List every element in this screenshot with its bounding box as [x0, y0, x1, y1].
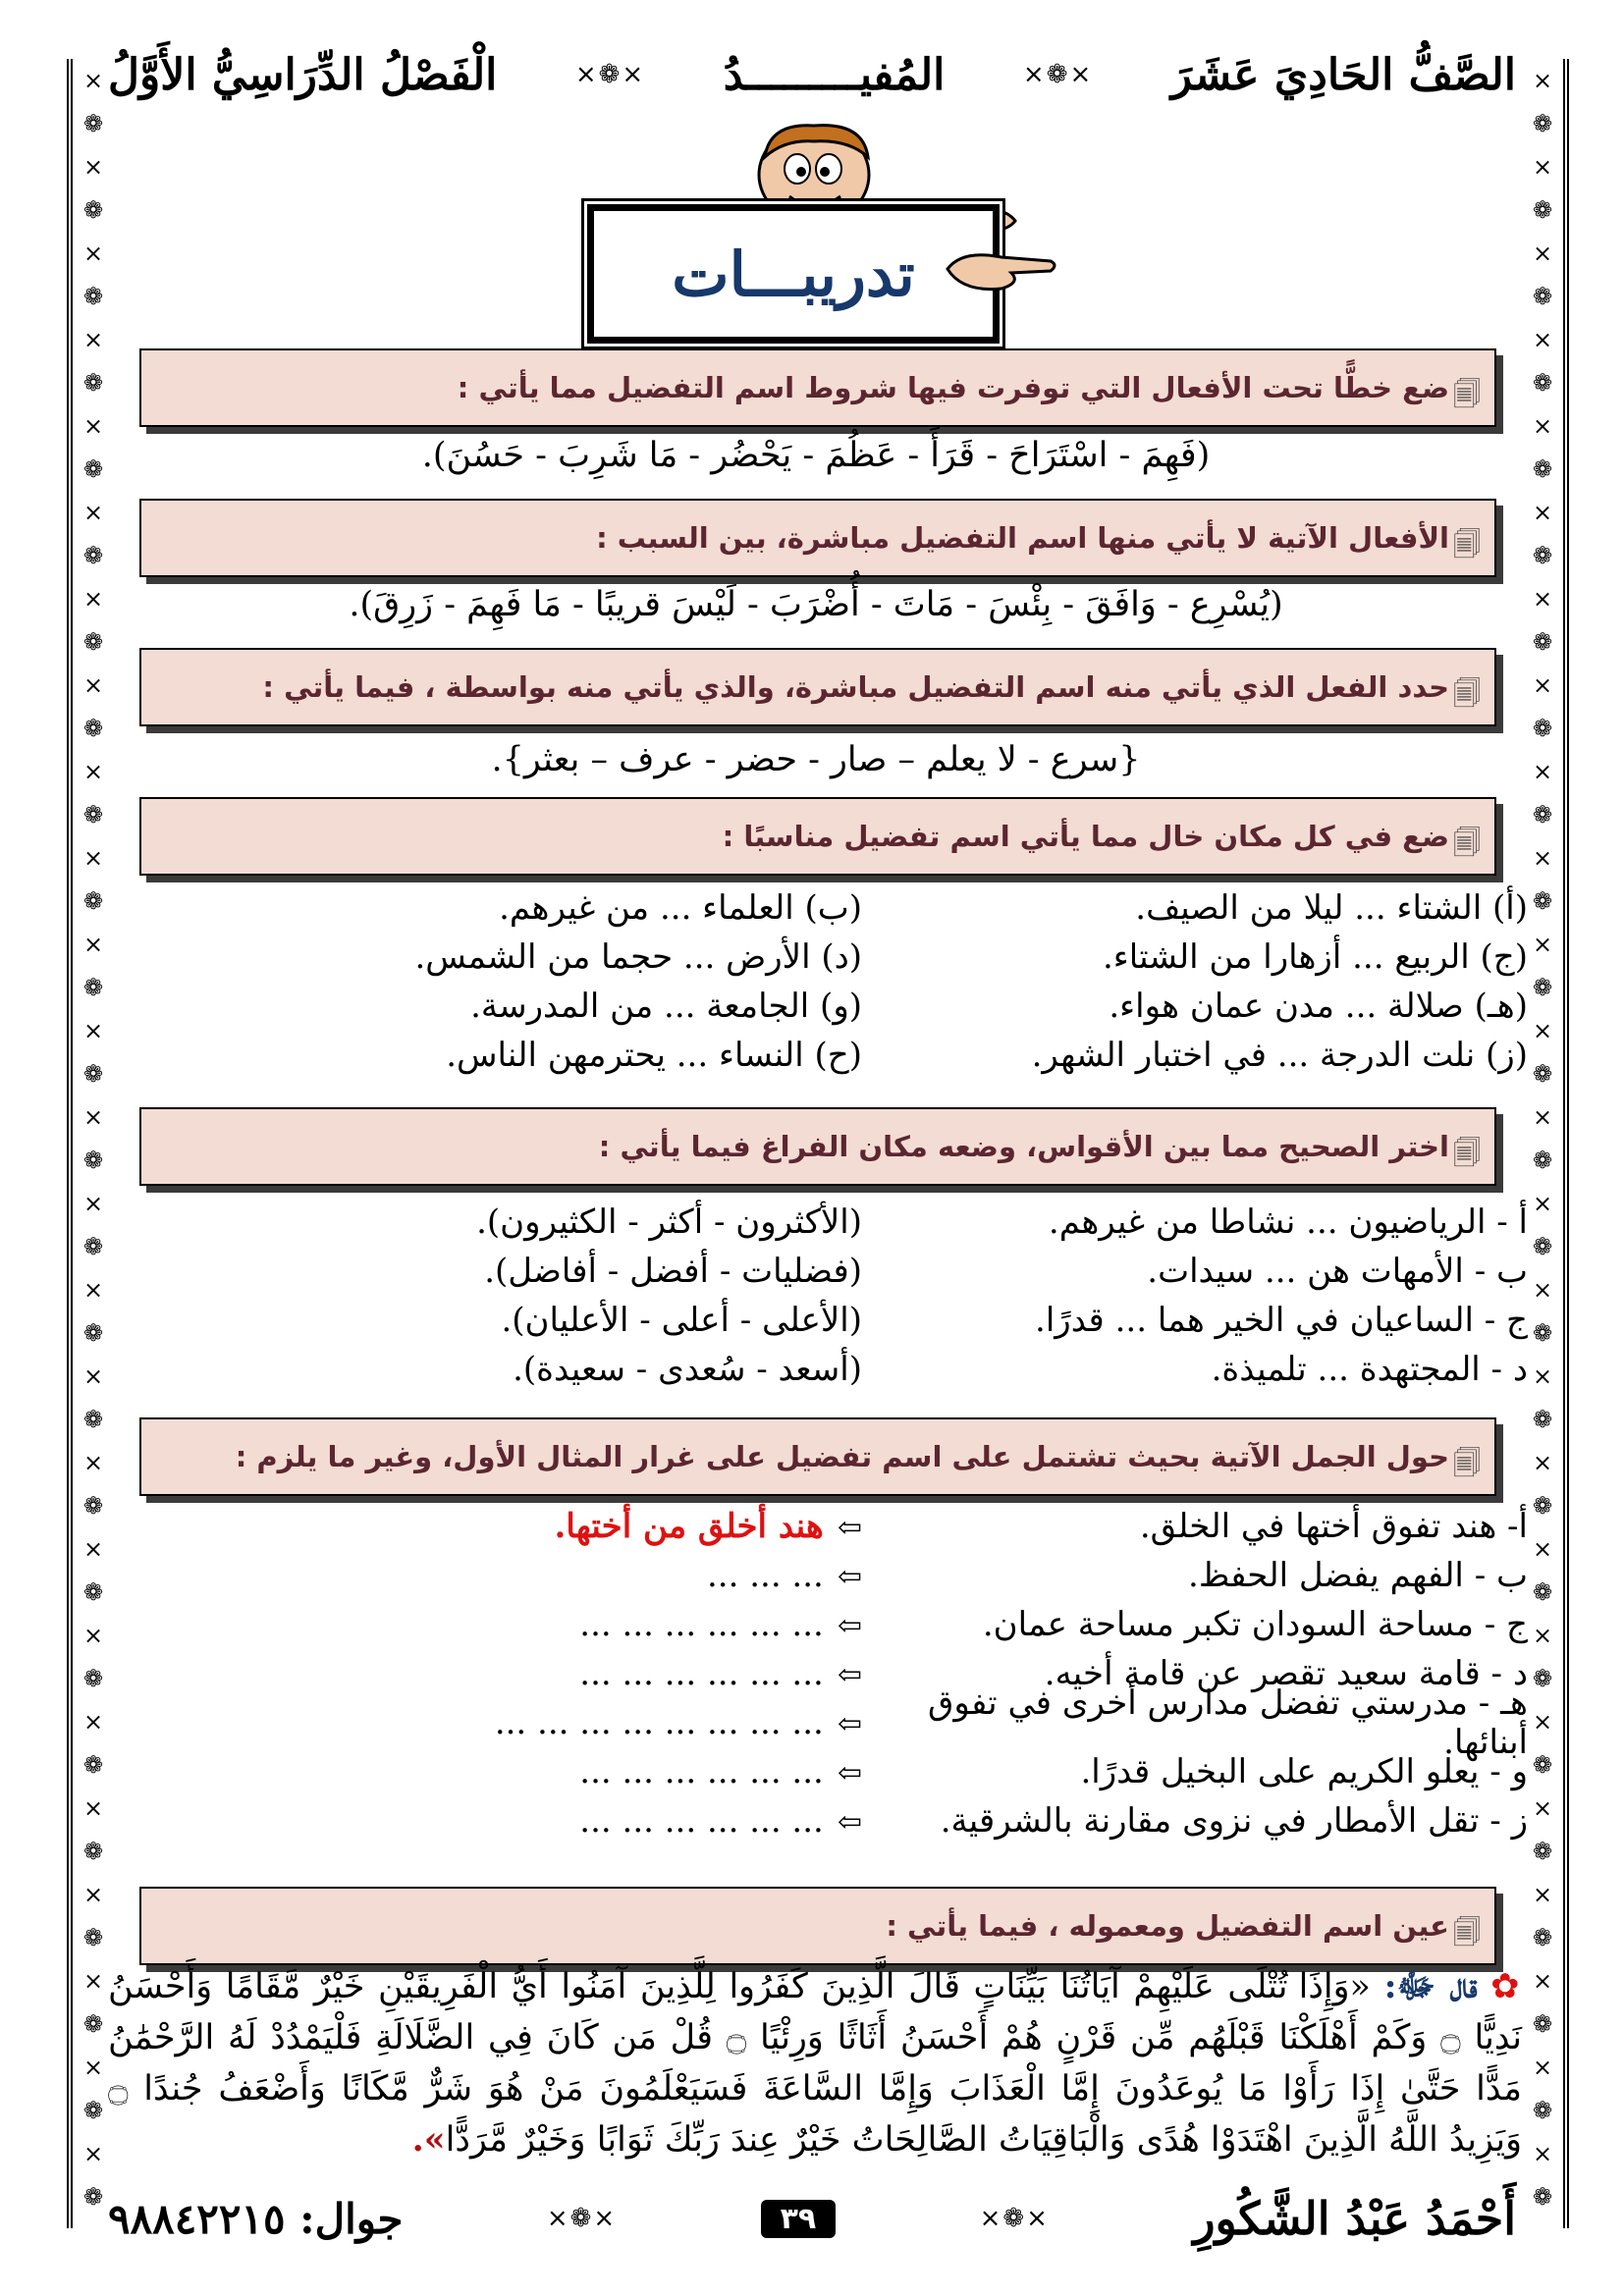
border-ornament-icon: ❁	[82, 2097, 104, 2124]
border-ornament-icon: ❁	[82, 1578, 104, 1606]
border-ornament-icon: ⨯	[82, 2054, 104, 2081]
border-ornament-icon: ⨯	[1532, 1967, 1553, 1995]
border-ornament-icon: ⨯	[1532, 931, 1553, 958]
border-ornament-icon: ❁	[82, 542, 104, 569]
item-sentence: د - قامة سعيد تقصر عن قامة أخيه.	[1044, 1654, 1528, 1693]
exercise-2-words: (يُسْرِع - وَافَقَ - بِئْسَ - مَاتَ - أُضْرَبَ - لَيْسَ قريبًا - مَا فَهِمَ - زَرِقَ).	[349, 585, 1283, 624]
exercise-1-words: (فَهِمَ - اسْتَرَاحَ - قَرَأَ - عَظُمَ - يَحْضُر - مَا شَرِبَ - حَسُنَ).	[421, 436, 1211, 475]
border-ornament-icon: ❁	[82, 2183, 104, 2211]
item-text: (ب) العلماء ... من غيرهم.	[499, 888, 862, 928]
border-ornament-icon: ⨯	[82, 758, 104, 785]
border-ornament-icon: ❁	[82, 715, 104, 742]
border-ornament-icon: ❁	[82, 369, 104, 397]
border-ornament-icon: ⨯	[82, 326, 104, 353]
list-item	[196, 1296, 1528, 1345]
border-ornament-icon: ⨯	[1532, 240, 1553, 267]
border-ornament-icon: ❁	[1532, 1924, 1553, 1951]
answer-blank: ... ... ...	[706, 1556, 824, 1595]
ornament-icon: ⨯❁⨯	[546, 2204, 618, 2233]
border-ornament-icon: ⨯	[82, 585, 104, 613]
border-ornament-icon: ⨯	[82, 1967, 104, 1995]
border-ornament-icon: ⨯	[82, 412, 104, 440]
list-item	[196, 1198, 1528, 1247]
border-ornament-icon: ❁	[1532, 542, 1553, 569]
border-ornament-icon: ⨯	[1532, 1881, 1553, 1908]
arrow-left-icon: ⇦	[837, 1511, 862, 1545]
list-item	[196, 1796, 1528, 1845]
flower-bullet-icon: ✿	[1490, 1967, 1522, 2006]
border-ornament-icon: ❁	[82, 1319, 104, 1347]
exercise-5-items	[196, 1198, 1528, 1394]
border-ornament-icon: ⨯	[1532, 499, 1553, 526]
item-choices: (فضليات - أفضل - أفاضل).	[484, 1252, 862, 1291]
list-item	[196, 933, 1528, 982]
border-ornament-icon: ⨯	[1532, 585, 1553, 613]
item-choices: (الأكثرون - أكثر - الكثيرون).	[476, 1202, 862, 1242]
exercise-3-instruction: حدد الفعل الذي يأتي منه اسم التفضيل مباشرة، والذي يأتي منه بواسطة ، فيما يأتي :	[262, 670, 1449, 704]
border-ornament-icon: ❁	[1532, 628, 1553, 656]
border-ornament-icon: ❁	[1532, 1406, 1553, 1433]
exercise-4-items	[196, 883, 1528, 1080]
border-ornament-icon: ⨯	[1532, 1276, 1553, 1304]
exercise-2-instruction: الأفعال الآتية لا يأتي منها اسم التفضيل مباشرة، بين السبب :	[596, 521, 1449, 555]
border-ornament-icon: ⨯	[1532, 1794, 1553, 1822]
border-ornament-icon: ⨯	[1532, 844, 1553, 872]
border-ornament-icon: ⨯	[1532, 1449, 1553, 1476]
answer-blank: ... ... ... ... ... ...	[579, 1654, 824, 1693]
border-ornament-icon: ⨯	[1532, 1708, 1553, 1735]
arrow-left-icon: ⇦	[837, 1707, 862, 1741]
item-text: (ز) نلت الدرجة ... في اختبار الشهر.	[1031, 1036, 1528, 1075]
border-ornament-icon: ❁	[1532, 196, 1553, 224]
item-choices: (الأعلى - أعلى - الأعليان).	[501, 1301, 862, 1340]
document-icon: 🗐	[1453, 528, 1481, 561]
item-choices: (أسعد - سُعدى - سعيدة).	[513, 1350, 862, 1389]
border-ornament-icon: ⨯	[1532, 1622, 1553, 1649]
border-ornament-icon: ❁	[82, 283, 104, 310]
border-ornament-icon: ⨯	[82, 1190, 104, 1217]
item-text: (د) الأرض ... حجما من الشمس.	[414, 937, 862, 977]
ornament-icon: ⨯❁⨯	[1022, 60, 1094, 89]
list-item	[196, 883, 1528, 933]
border-ornament-icon: ⨯	[82, 1881, 104, 1908]
border-ornament-icon: ❁	[1532, 801, 1553, 828]
item-text: (ج) الربيع ... أزهارا من الشتاء.	[1103, 937, 1528, 977]
border-ornament-icon: ⨯	[1532, 1103, 1553, 1131]
author-name: أَحْمَدُ عَبْدُ الشَّكُورِ	[1193, 2192, 1516, 2245]
list-item	[196, 1551, 1528, 1600]
border-ornament-icon: ❁	[82, 801, 104, 828]
border-ornament-icon: ❁	[82, 1838, 104, 1865]
border-ornament-icon: ❁	[1532, 2097, 1553, 2124]
border-ornament-icon: ❁	[1532, 715, 1553, 742]
exercise-1-instruction: ضع خطًّا تحت الأفعال التي توفرت فيها شروط اسم التفضيل مما يأتي :	[457, 371, 1449, 404]
border-ornament-icon: ⨯	[1532, 67, 1553, 94]
arrow-left-icon: ⇦	[837, 1609, 862, 1643]
quran-close: ».	[411, 2119, 446, 2160]
border-ornament-icon: ❁	[1532, 1319, 1553, 1347]
page-number: ٣٩	[761, 2200, 837, 2238]
border-ornament-icon: ⨯	[82, 1449, 104, 1476]
arrow-left-icon: ⇦	[837, 1658, 862, 1692]
border-ornament-icon: ⨯	[1532, 1017, 1553, 1044]
item-text: (هـ) صلالة ... مدن عمان هواء.	[1109, 987, 1528, 1026]
exercise-6-items	[196, 1502, 1528, 1845]
border-ornament-icon: ⨯	[82, 499, 104, 526]
border-ornament-icon: ⨯	[1532, 1362, 1553, 1390]
book-name: المُفيـــــــــدُ	[723, 49, 946, 100]
exercise-2-header	[139, 499, 1496, 577]
page-footer	[108, 2179, 1516, 2258]
list-item	[196, 1031, 1528, 1080]
term-label: الْفَصْلُ الدِّرَاسِيُّ الأَوَّلُ	[108, 49, 498, 100]
border-ornament-icon: ⨯	[82, 671, 104, 699]
border-ornament-icon: ⨯	[82, 67, 104, 94]
border-ornament-icon: ❁	[82, 974, 104, 1001]
border-ornament-icon: ⨯	[1532, 671, 1553, 699]
border-ornament-icon: ❁	[82, 1751, 104, 1779]
border-ornament-icon: ❁	[1532, 1233, 1553, 1260]
exercise-4-header	[139, 797, 1496, 876]
item-sentence: ج - مساحة السودان تكبر مساحة عمان.	[982, 1605, 1528, 1644]
title-board	[587, 204, 1000, 344]
border-ornament-icon: ❁	[1532, 455, 1553, 483]
list-item	[196, 1345, 1528, 1394]
border-ornament-icon: ❁	[1532, 887, 1553, 915]
page-title: تدريبـــات	[672, 238, 915, 310]
border-ornament-icon: ⨯	[82, 844, 104, 872]
border-ornament-icon: ❁	[82, 1147, 104, 1174]
border-ornament-icon: ⨯	[82, 931, 104, 958]
border-ornament-left	[79, 59, 108, 2228]
border-ornament-icon: ⨯	[1532, 326, 1553, 353]
border-ornament-icon: ❁	[1532, 2183, 1553, 2211]
border-ornament-icon: ❁	[82, 1924, 104, 1951]
pointing-hand-icon	[943, 240, 1060, 298]
exercise-6-instruction: حول الجمل الآتية بحيث تشتمل على اسم تفضيل على غرار المثال الأول، وغير ما يلزم :	[235, 1440, 1449, 1473]
list-item	[196, 1502, 1528, 1551]
quran-verse: «وَإِذَا تُتْلَى عَلَيْهِمْ آيَاتُنَا بَيِّنَاتٍ قَالَ الَّذِينَ كَفَرُوا لِلَّذِينَ آمَنُوا أَيُّ الْفَرِيقَيْنِ خَيْرٌ مَّقَامًا وَأَحْسَنُ نَدِيًّا ۝ وَكَمْ أَهْلَكْنَا قَبْلَهُم مِّن قَرْنٍ هُمْ أَحْسَنُ أَثَاثًا وَرِئْيًا ۝ قُلْ مَن كَانَ فِي الضَّلَالَةِ فَلْيَمْدُدْ لَهُ الرَّحْمَٰنُ مَدًّا حَتَّىٰ إِذَا رَأَوْا مَا يُوعَدُونَ إِمَّا الْعَذَابَ وَإِمَّا السَّاعَةَ فَسَيَعْلَمُونَ مَنْ هُوَ شَرٌّ مَّكَانًا وَأَضْعَفُ جُندًا ۝ وَيَزِيدُ اللَّهُ الَّذِينَ اهْتَدَوْا هُدًى وَالْبَاقِيَاتُ الصَّالِحَاتُ خَيْرٌ عِندَ رَبِّكَ ثَوَابًا وَخَيْرٌ مَّرَدًّا	[108, 1967, 1522, 2160]
list-item	[196, 1683, 1528, 1762]
border-ornament-icon: ⨯	[82, 1622, 104, 1649]
list-item	[196, 1747, 1528, 1796]
border-ornament-icon: ❁	[82, 196, 104, 224]
border-ornament-icon: ❁	[82, 455, 104, 483]
page-header	[108, 35, 1516, 114]
border-ornament-icon: ⨯	[82, 1535, 104, 1563]
item-sentence: و - يعلو الكريم على البخيل قدرًا.	[1080, 1752, 1528, 1791]
border-ornament-icon: ⨯	[82, 1794, 104, 1822]
border-ornament-icon: ❁	[82, 2010, 104, 2038]
border-ornament-icon: ❁	[1532, 1060, 1553, 1088]
exercise-6-header	[139, 1417, 1496, 1496]
ornament-icon: ⨯❁⨯	[574, 60, 646, 89]
item-text: (أ) الشتاء ... ليلا من الصيف.	[1135, 888, 1528, 928]
item-text: د - المجتهدة ... تلميذة.	[1211, 1350, 1528, 1389]
border-ornament-icon: ❁	[82, 1233, 104, 1260]
border-ornament-icon: ❁	[82, 1406, 104, 1433]
exercise-3-words: {سرع - لا يعلم – صار - حضر - عرف – بعثر}.	[491, 740, 1141, 779]
border-ornament-icon: ❁	[1532, 1147, 1553, 1174]
border-ornament-icon: ⨯	[82, 2140, 104, 2167]
quran-passage	[108, 1961, 1522, 2165]
ornament-icon: ⨯❁⨯	[979, 2204, 1050, 2233]
border-ornament-icon: ❁	[82, 1492, 104, 1520]
border-ornament-icon: ⨯	[1532, 412, 1553, 440]
border-ornament-icon: ❁	[82, 110, 104, 137]
border-ornament-icon: ❁	[1532, 974, 1553, 1001]
grade-label: الصَّفُّ الحَادِيَ عَشَرَ	[1170, 49, 1516, 100]
arrow-left-icon: ⇦	[837, 1560, 862, 1594]
document-icon: 🗐	[1453, 677, 1481, 710]
border-ornament-icon: ⨯	[82, 240, 104, 267]
list-item	[196, 1600, 1528, 1649]
border-ornament-icon: ❁	[82, 1665, 104, 1692]
document-icon: 🗐	[1453, 1447, 1481, 1479]
border-ornament-icon: ❁	[1532, 2010, 1553, 2038]
exercise-5-header	[139, 1107, 1496, 1186]
arrow-left-icon: ⇦	[837, 1805, 862, 1840]
example-answer: هند أخلق من أختها.	[554, 1507, 824, 1546]
document-icon: 🗐	[1453, 378, 1481, 410]
answer-blank: ... ... ... ... ... ...	[579, 1801, 824, 1841]
exercise-7-instruction: عين اسم التفضيل ومعموله ، فيما يأتي :	[886, 1909, 1449, 1943]
exercise-3-header	[139, 648, 1496, 726]
phone-number: جوال: ٩٨٨٤٢٢١٥	[108, 2194, 404, 2243]
border-ornament-icon: ⨯	[1532, 758, 1553, 785]
item-text: أ - الرياضيون ... نشاطا من غيرهم.	[1048, 1202, 1528, 1242]
border-ornament-icon: ❁	[82, 1060, 104, 1088]
item-sentence: أ- هند تفوق أختها في الخلق.	[1139, 1507, 1528, 1546]
border-ornament-icon: ❁	[82, 628, 104, 656]
border-ornament-icon: ⨯	[82, 1017, 104, 1044]
border-ornament-icon: ⨯	[1532, 1535, 1553, 1563]
border-ornament-icon: ⨯	[82, 1276, 104, 1304]
item-sentence: ب - الفهم يفضل الحفظ.	[1188, 1556, 1528, 1595]
arrow-left-icon: ⇦	[837, 1756, 862, 1790]
border-ornament-icon: ❁	[1532, 283, 1553, 310]
exercise-5-instruction: اختر الصحيح مما بين الأقواس، وضعه مكان الفراغ فيما يأتي :	[598, 1130, 1449, 1163]
border-ornament-icon: ⨯	[82, 153, 104, 181]
border-ornament-icon: ⨯	[1532, 153, 1553, 181]
exercise-4-instruction: ضع في كل مكان خال مما يأتي اسم تفضيل مناسبًا :	[722, 820, 1449, 853]
answer-blank: ... ... ... ... ... ...	[579, 1605, 824, 1644]
border-ornament-icon: ⨯	[1532, 2054, 1553, 2081]
document-icon: 🗐	[1453, 827, 1481, 859]
border-ornament-icon: ❁	[82, 887, 104, 915]
answer-blank: ... ... ... ... ... ... ... ...	[494, 1703, 824, 1742]
list-item	[196, 982, 1528, 1031]
border-ornament-icon: ⨯	[82, 1362, 104, 1390]
quran-intro: قال ﷻ:	[1383, 1966, 1478, 2006]
item-text: (ح) النساء ... يحترمهن الناس.	[446, 1036, 862, 1075]
border-ornament-icon: ❁	[1532, 110, 1553, 137]
border-ornament-icon: ❁	[1532, 1492, 1553, 1520]
border-ornament-icon: ❁	[1532, 1578, 1553, 1606]
border-ornament-icon: ⨯	[1532, 2140, 1553, 2167]
list-item	[196, 1247, 1528, 1296]
item-text: ب - الأمهات هن ... سيدات.	[1147, 1252, 1528, 1291]
border-ornament-icon: ❁	[1532, 1838, 1553, 1865]
border-ornament-icon: ❁	[1532, 1751, 1553, 1779]
border-ornament-right	[1528, 59, 1557, 2228]
document-icon: 🗐	[1453, 1916, 1481, 1949]
border-ornament-icon: ❁	[1532, 369, 1553, 397]
border-ornament-icon: ❁	[1532, 1665, 1553, 1692]
border-ornament-icon: ⨯	[82, 1103, 104, 1131]
item-sentence: ز - تقل الأمطار في نزوى مقارنة بالشرقية.	[940, 1801, 1528, 1841]
item-sentence: هـ - مدرستي تفضل مدارس أخرى في تفوق أبنائها.	[928, 1683, 1528, 1762]
border-ornament-icon: ⨯	[1532, 1190, 1553, 1217]
document-icon: 🗐	[1453, 1137, 1481, 1169]
item-text: ج - الساعيان في الخير هما ... قدرًا.	[1035, 1301, 1528, 1340]
exercise-7-header	[139, 1887, 1496, 1965]
border-ornament-icon: ⨯	[82, 1708, 104, 1735]
answer-blank: ... ... ... ... ... ...	[579, 1752, 824, 1791]
exercise-1-header	[139, 348, 1496, 427]
item-text: (و) الجامعة ... من المدرسة.	[470, 987, 862, 1026]
